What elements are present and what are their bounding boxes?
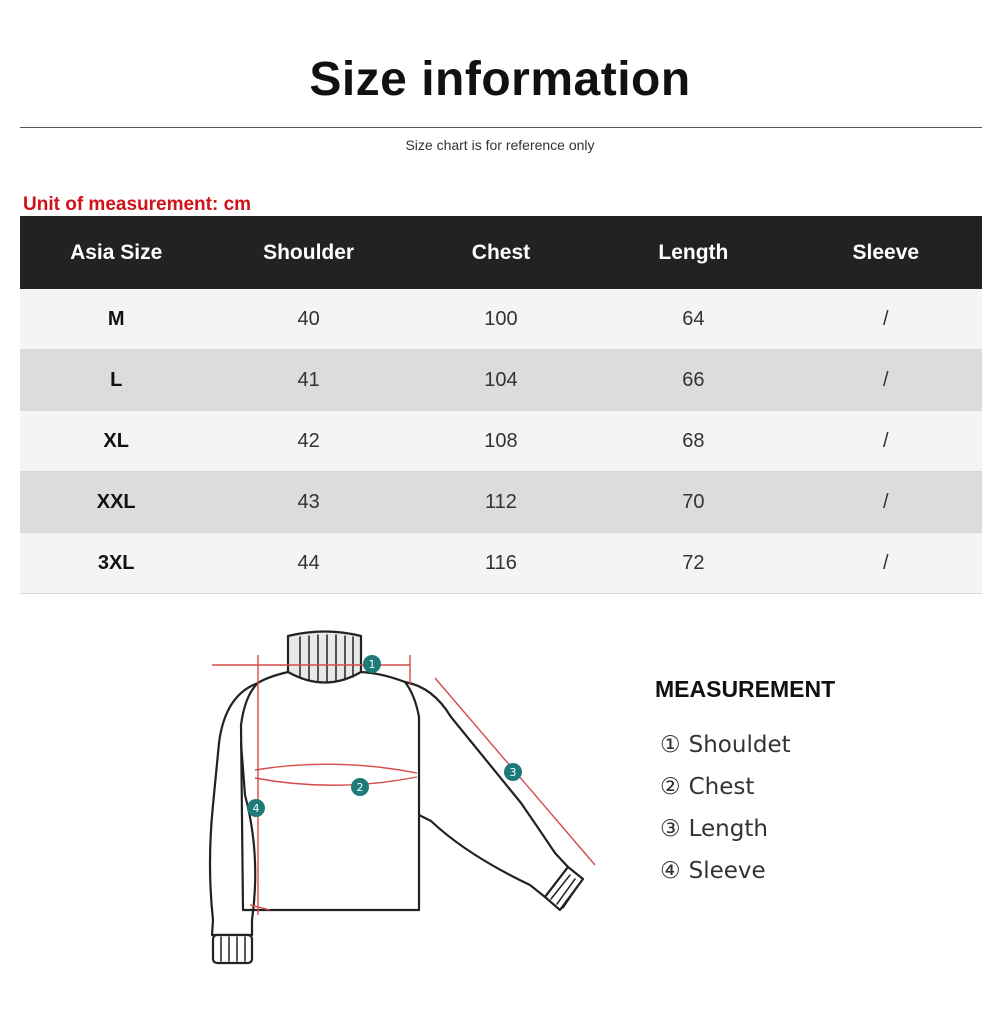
length-cell: 64 <box>597 289 789 350</box>
table-row <box>20 472 982 533</box>
svg-text:1: 1 <box>368 658 376 671</box>
legend-label: Length <box>688 816 768 842</box>
chest-cell: 108 <box>405 411 597 472</box>
shoulder-cell: 42 <box>212 411 404 472</box>
marker-sleeve <box>247 799 265 817</box>
legend-label: Shouldet <box>688 732 791 758</box>
header-sleeve: Sleeve <box>790 216 982 289</box>
size-cell: XL <box>20 411 212 472</box>
shoulder-cell: 44 <box>212 533 404 594</box>
sleeve-cell: / <box>790 350 982 411</box>
header-chest: Chest <box>405 216 597 289</box>
size-cell: L <box>20 350 212 411</box>
table-row <box>20 533 982 594</box>
length-cell: 70 <box>597 472 789 533</box>
marker-length <box>504 763 522 781</box>
legend-label: Sleeve <box>688 858 766 884</box>
table-row <box>20 411 982 472</box>
list-item <box>660 854 791 896</box>
size-cell: 3XL <box>20 533 212 594</box>
sleeve-cell: / <box>790 472 982 533</box>
chest-cell: 112 <box>405 472 597 533</box>
table-header-row <box>20 216 982 289</box>
table-row <box>20 350 982 411</box>
sleeve-cell: / <box>790 289 982 350</box>
reference-note: Size chart is for reference only <box>405 137 595 153</box>
marker-shoulder <box>363 655 381 673</box>
sleeve-cell: / <box>790 533 982 594</box>
title-divider <box>20 127 982 128</box>
header-asia-size: Asia Size <box>20 216 212 289</box>
header-shoulder: Shoulder <box>212 216 404 289</box>
legend-number: ④ <box>660 858 681 884</box>
measurement-legend <box>660 728 791 896</box>
shoulder-cell: 41 <box>212 350 404 411</box>
legend-number: ③ <box>660 816 681 842</box>
svg-text:2: 2 <box>356 781 364 794</box>
measurement-title: MEASUREMENT <box>655 676 836 702</box>
chest-cell: 100 <box>405 289 597 350</box>
sleeve-cell: / <box>790 411 982 472</box>
legend-label: Chest <box>688 774 755 800</box>
marker-chest <box>351 778 369 796</box>
list-item <box>660 728 791 770</box>
legend-number: ① <box>660 732 681 758</box>
legend-number: ② <box>660 774 681 800</box>
list-item <box>660 770 791 812</box>
table-row <box>20 289 982 350</box>
unit-label: Unit of measurement: cm <box>23 194 252 215</box>
length-cell: 66 <box>597 350 789 411</box>
shoulder-cell: 43 <box>212 472 404 533</box>
chest-cell: 116 <box>405 533 597 594</box>
sweater-measurement-diagram <box>185 625 615 975</box>
length-cell: 68 <box>597 411 789 472</box>
chest-cell: 104 <box>405 350 597 411</box>
svg-text:4: 4 <box>252 802 260 815</box>
list-item <box>660 812 791 854</box>
svg-text:3: 3 <box>509 766 517 779</box>
size-cell: M <box>20 289 212 350</box>
size-cell: XXL <box>20 472 212 533</box>
page-title: Size information <box>309 53 691 106</box>
size-table <box>20 216 982 594</box>
shoulder-cell: 40 <box>212 289 404 350</box>
header-length: Length <box>597 216 789 289</box>
length-cell: 72 <box>597 533 789 594</box>
